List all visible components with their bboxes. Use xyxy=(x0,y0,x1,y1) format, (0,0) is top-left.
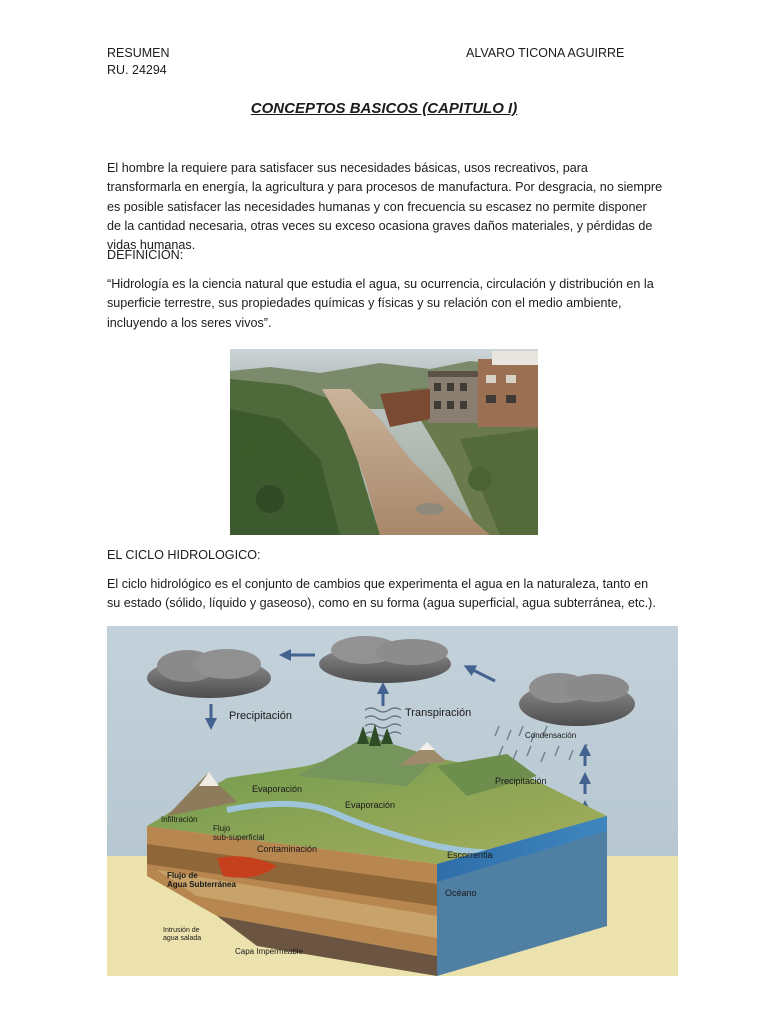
label-condensation: Condensación xyxy=(525,731,577,740)
label-intrusion-2: agua salada xyxy=(163,935,202,942)
cloud-right xyxy=(519,673,635,726)
label-evaporation-1: Evaporación xyxy=(252,784,303,794)
label-intrusion-1: Intrusión de xyxy=(163,927,200,934)
definition-quote: “Hidrología es la ciencia natural que estudia el agua, su ocurrencia, circulación y distribución en la superficie terrestre, sus propiedades químicas y físicas y su relación con el medio ambiente, incluyendo a los seres vivos”. xyxy=(107,277,654,330)
label-ocean: Océano xyxy=(445,888,477,898)
river-photo xyxy=(230,349,538,535)
page-title: CONCEPTOS BASICOS (CAPITULO I) xyxy=(250,100,518,117)
cloud-center xyxy=(319,636,451,683)
cycle-heading: EL CICLO HIDROLOGICO: xyxy=(107,548,261,562)
label-evaporation-2: Evaporación xyxy=(345,800,396,810)
hydrologic-cycle-diagram xyxy=(107,626,678,976)
cloud-left xyxy=(147,649,271,698)
header-left xyxy=(107,45,170,79)
registration-number: RU. 24294 xyxy=(107,63,167,77)
author-name: ALVARO TICONA AGUIRRE xyxy=(466,46,625,60)
label-transpiration: Transpiración xyxy=(405,707,472,719)
label-groundwater-2: Agua Subterránea xyxy=(167,880,236,889)
label-precipitation-right: Precipitación xyxy=(495,776,547,786)
definition-heading: DEFINICIÓN: xyxy=(107,248,184,262)
label-groundwater-1: Flujo de xyxy=(167,871,198,880)
label-contamination: Contaminación xyxy=(257,844,318,854)
label-infiltration: Infiltración xyxy=(161,815,198,824)
label-subflow-1: Flujo xyxy=(213,824,231,833)
cycle-paragraph: El ciclo hidrológico es el conjunto de cambios que experimenta el agua en la naturaleza, tanto en su estado (sólido, líquido y gaseoso), como en su forma (agua superficial, agua subterránea, etc.). xyxy=(107,577,656,611)
label-subflow-2: sub-superficial xyxy=(213,833,265,842)
doc-type-label: RESUMEN xyxy=(107,46,170,60)
label-runoff: Escorrentia xyxy=(447,850,493,860)
label-precipitation-left: Precipitación xyxy=(229,710,292,722)
label-impermeable-layer: Capa Impermeable xyxy=(235,947,304,956)
intro-paragraph: El hombre la requiere para satisfacer sus necesidades básicas, usos recreativos, para transformarla en energía, la agricultura y para procesos de manufactura. Por desgracia, no siempre es posible satisfacer las necesidades humanas y con frecuencia su escasez no permite disponer de la cantidad necesaria, otras veces su exceso ocasiona graves daños materiales, y pérdidas de vidas humanas. xyxy=(107,161,663,253)
